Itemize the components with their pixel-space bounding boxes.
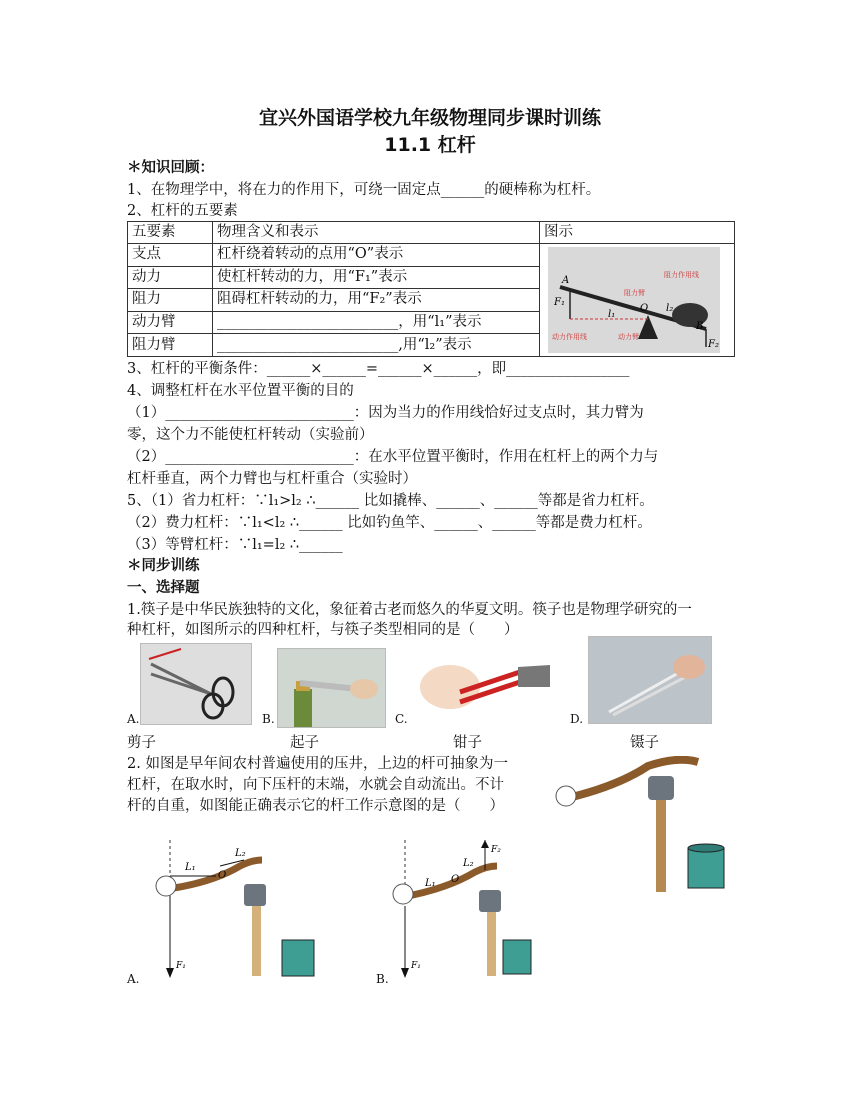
table-cell: 动力臂	[128, 311, 213, 334]
question-5-1: 5、（1）省力杠杆：∵l₁>l₂ ∴______ 比如撬棒、______、______等都是省力杠杆。	[127, 493, 654, 509]
problem-2a: 2. 如图是早年间农村普遍使用的压井，上边的杆可抽象为一	[127, 756, 508, 772]
problem-1a: 1.筷子是中华民族独特的文化，象征着古老而悠久的华夏文明。筷子也是物理学研究的一	[127, 602, 692, 618]
five-elements-table	[127, 221, 735, 357]
question-2: 2、杠杆的五要素	[127, 203, 238, 219]
option-b-image	[277, 648, 386, 728]
label-b: B	[696, 321, 704, 332]
problem-2c: 杆的自重，如图能正确表示它的杆工作示意图的是（ ）	[127, 798, 504, 814]
label-l1: L₁	[185, 862, 196, 873]
label-l2: l₂	[666, 303, 674, 314]
label-f1: F₁	[411, 961, 421, 971]
table-cell: 支点	[128, 244, 213, 267]
label-f2: F₂	[491, 845, 501, 855]
table-header: 图示	[540, 222, 735, 244]
label-l2: L₂	[235, 848, 246, 859]
question-5-2: （2）费力杠杆：∵l₁<l₂ ∴______ 比如钓鱼竿、______、______等都是费力杠杆。	[127, 515, 652, 531]
question-4-1b: 零，这个力不能使杠杆转动（实验前）	[127, 427, 374, 443]
tweezers-icon	[589, 637, 711, 723]
bottle-opener-icon	[278, 649, 385, 727]
diagram-a	[140, 840, 320, 980]
option-a-letter: A.	[127, 712, 140, 726]
question-3: 3、杠杆的平衡条件：______×______=______×______，即_________________	[127, 361, 630, 377]
label-l1: L₁	[425, 878, 436, 889]
knowledge-header: ＊知识回顾：	[127, 160, 214, 176]
table-header: 五要素	[128, 222, 213, 244]
table-cell: 阻力臂	[128, 334, 213, 357]
option-d-name: 镊子	[630, 735, 659, 751]
label-dongli-line: 动力作用线	[552, 333, 587, 341]
table-header: 物理含义和表示	[213, 222, 540, 244]
label-zuli: 阻力臂	[624, 289, 645, 297]
option-c-name: 钳子	[453, 735, 482, 751]
option-c-image	[409, 646, 554, 726]
option-c-letter: C.	[395, 712, 408, 726]
option-a-name: 剪子	[127, 735, 156, 751]
option-a-image	[140, 643, 252, 725]
scissors-icon	[141, 644, 251, 724]
problem-1b: 种杠杆，如图所示的四种杠杆，与筷子类型相同的是（ ）	[127, 622, 519, 638]
diagram-a-letter: A.	[127, 972, 140, 986]
label-o: O	[218, 870, 227, 881]
page-subtitle: 11.1 杠杆	[384, 134, 476, 156]
question-5-3: （3）等臂杠杆：∵l₁=l₂ ∴______	[127, 537, 343, 553]
option-b-letter: B.	[262, 712, 275, 726]
option-d-image	[588, 636, 712, 724]
lever-figure	[548, 247, 720, 353]
label-zuli-line: 阻力作用线	[664, 271, 699, 279]
question-4-2b: 杠杆垂直，两个力臂也与杠杆重合（实验时）	[127, 471, 417, 487]
question-4-1a: （1）__________________________：因为当力的作用线恰好过支点时，其力臂为	[127, 405, 644, 421]
label-a: A	[562, 275, 570, 286]
problem-2b: 杠杆，在取水时，向下压杆的末端，水就会自动流出。不计	[127, 777, 504, 793]
question-4-2a: （2）__________________________：在水平位置平衡时，作用在杠杆上的两个力与	[127, 449, 659, 465]
label-f1: F₁	[176, 961, 186, 971]
table-cell: 动力	[128, 266, 213, 289]
label-o: O	[640, 303, 649, 314]
diagram-b	[385, 840, 565, 980]
label-l2: L₂	[463, 858, 474, 869]
table-cell: _________________________，用“l₁”表示	[213, 311, 540, 334]
page-title: 宜兴外国语学校九年级物理同步课时训练	[258, 107, 601, 129]
label-f2: F₂	[708, 339, 719, 350]
option-b-name: 起子	[290, 735, 319, 751]
label-f1: F₁	[554, 297, 565, 308]
question-1: 1、在物理学中，将在力的作用下，可绕一固定点______的硬棒称为杠杆。	[127, 182, 601, 198]
table-cell: 阻力	[128, 289, 213, 312]
table-cell: _________________________,用“l₂”表示	[213, 334, 540, 357]
label-dongli: 动力臂	[618, 333, 639, 341]
table-cell: 阻碍杠杆转动的力，用“F₂”表示	[213, 289, 540, 312]
pliers-icon	[410, 647, 553, 725]
label-l1: l₁	[608, 309, 616, 320]
lever-figure-cell	[540, 244, 735, 357]
sync-header: ＊同步训练	[127, 558, 200, 574]
table-cell: 杠杆绕着转动的点用“O”表示	[213, 244, 540, 267]
table-cell: 使杠杆转动的力，用“F₁”表示	[213, 266, 540, 289]
hand-pump-illustration	[548, 756, 738, 896]
question-4: 4、调整杠杆在水平位置平衡的目的	[127, 383, 354, 399]
section-choice: 一、选择题	[127, 580, 200, 596]
diagram-b-letter: B.	[376, 972, 389, 986]
label-o: O	[451, 874, 460, 885]
option-d-letter: D.	[570, 712, 584, 726]
